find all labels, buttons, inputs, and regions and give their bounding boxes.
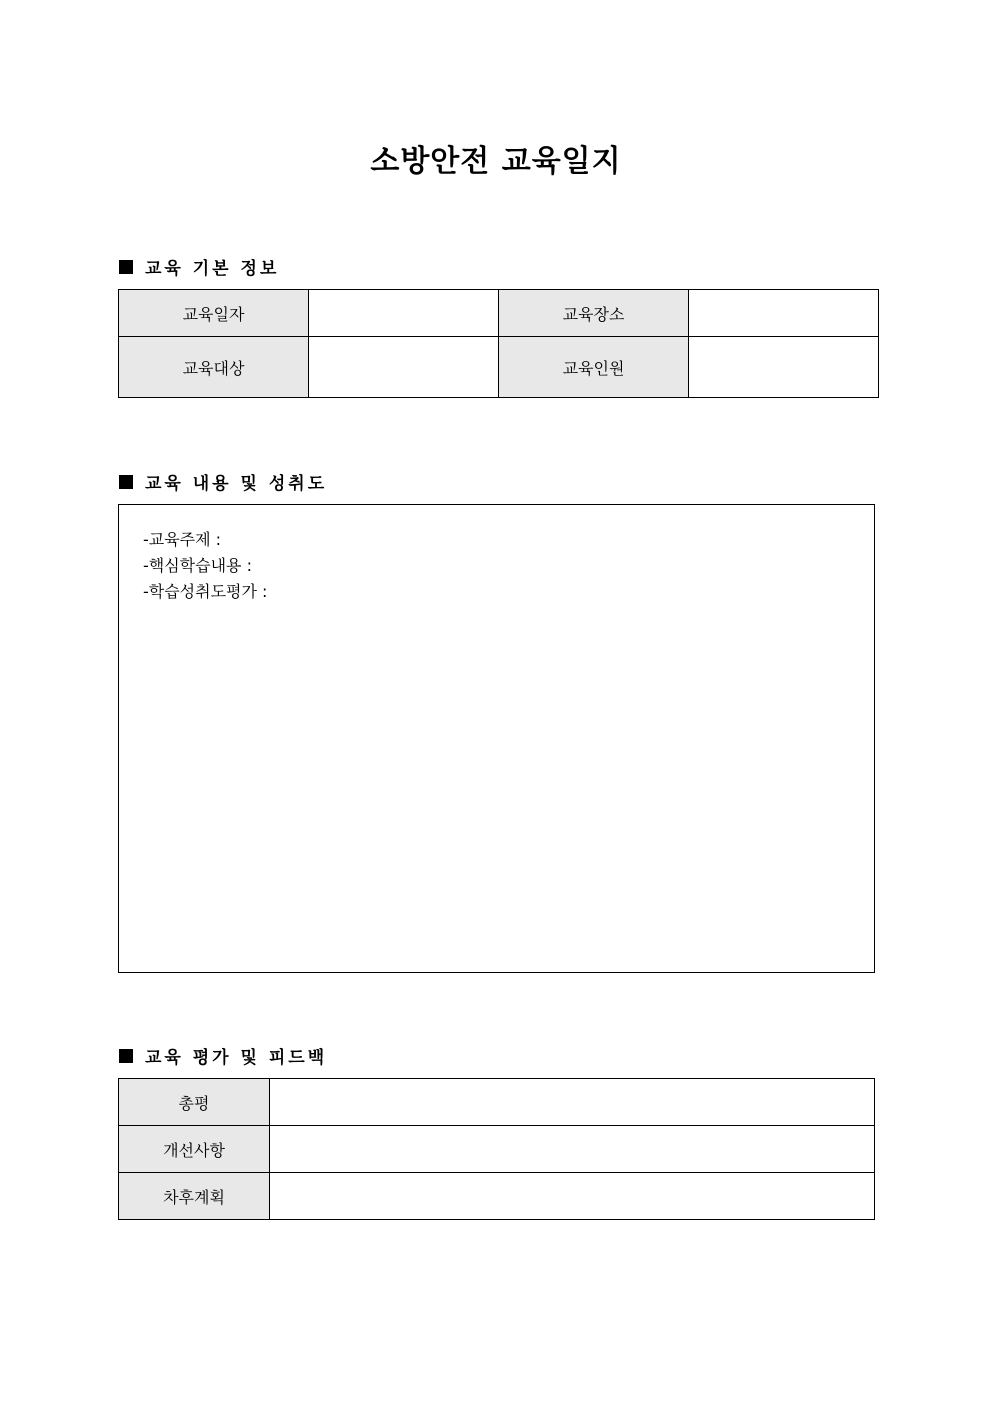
table-row: [119, 1126, 875, 1173]
count-label: 교육인원: [499, 337, 689, 398]
count-value-cell[interactable]: [689, 337, 879, 398]
next-plan-value-cell[interactable]: [270, 1173, 875, 1220]
place-value-cell[interactable]: [689, 290, 879, 337]
table-row: [119, 1173, 875, 1220]
section-heading-basic-info: [119, 254, 279, 279]
section-heading-label: 교육 내용 및 성취도: [145, 474, 328, 494]
place-label: 교육장소: [499, 290, 689, 337]
square-bullet-icon: [119, 475, 133, 489]
key-learning-line: -핵심학습내용 :: [143, 556, 252, 575]
square-bullet-icon: [119, 260, 133, 274]
next-plan-label: 차후계획: [119, 1173, 270, 1220]
content-lines: [143, 527, 874, 605]
date-label: 교육일자: [119, 290, 309, 337]
overall-label: 총평: [119, 1079, 270, 1126]
section-heading-content: [119, 469, 327, 494]
improvements-value-cell[interactable]: [270, 1126, 875, 1173]
target-label: 교육대상: [119, 337, 309, 398]
improvements-label: 개선사항: [119, 1126, 270, 1173]
topic-line: -교육주제 :: [143, 530, 222, 549]
document-title: 소방안전 교육일지: [370, 144, 622, 179]
achievement-line: -학습성취도평가 :: [143, 582, 268, 601]
table-row: [119, 1079, 875, 1126]
content-box[interactable]: [118, 504, 875, 973]
section-heading-label: 교육 기본 정보: [145, 259, 280, 279]
basic-info-table: [118, 289, 879, 398]
table-row: [119, 337, 879, 398]
section-heading-label: 교육 평가 및 피드백: [145, 1048, 328, 1068]
overall-value-cell[interactable]: [270, 1079, 875, 1126]
square-bullet-icon: [119, 1049, 133, 1063]
date-value-cell[interactable]: [309, 290, 499, 337]
table-row: [119, 290, 879, 337]
section-heading-feedback: [119, 1043, 327, 1068]
feedback-table: [118, 1078, 875, 1220]
target-value-cell[interactable]: [309, 337, 499, 398]
